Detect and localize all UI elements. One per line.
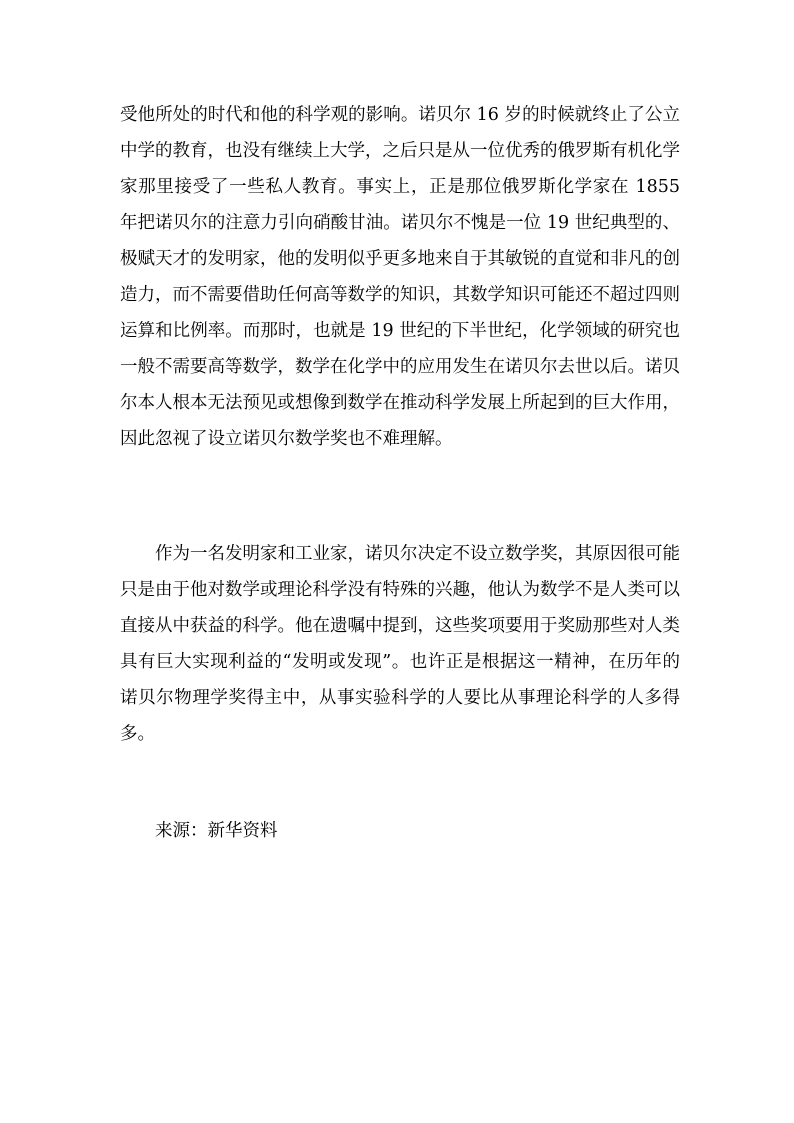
paragraph-1: 受他所处的时代和他的科学观的影响。诺贝尔 16 岁的时候就终止了公立中学的教育，也没有继续上大学，之后只是从一位优秀的俄罗斯有机化学家那里接受了一些私人教育。事实上，正是那位俄罗斯化学家在 1855 年把诺贝尔的注意力引向硝酸甘油。诺贝尔不愧是一位 19 世纪典型的、极赋天才的发明家，他的发明似乎更多地来自于其敏锐的直觉和非凡的创造力，而不需要借助任何高等数学的知识，其数学知识可能还不超过四则运算和比例率。而那时，也就是 19 世纪的下半世纪，化学领域的研究也一般不需要高等数学，数学在化学中的应用发生在诺贝尔去世以后。诺贝尔本人根本无法预见或想像到数学在推动科学发展上所起到的巨大作用，因此忽视了设立诺贝尔数学奖也不难理解。 xyxy=(120,105,680,449)
paragraph-2: 作为一名发明家和工业家，诺贝尔决定不设立数学奖，其原因很可能只是由于他对数学或理论科学没有特殊的兴趣，他认为数学不是人类可以直接从中获益的科学。他在遗嘱中提到，这些奖项要用于奖励那些对人类具有巨大实现利益的“发明或发现”。也许正是根据这一精神，在历年的诺贝尔物理学奖得主中，从事实验科学的人要比从事理论科学的人多得多。 xyxy=(120,544,680,744)
source-line: 来源：新华资料 xyxy=(155,821,278,841)
